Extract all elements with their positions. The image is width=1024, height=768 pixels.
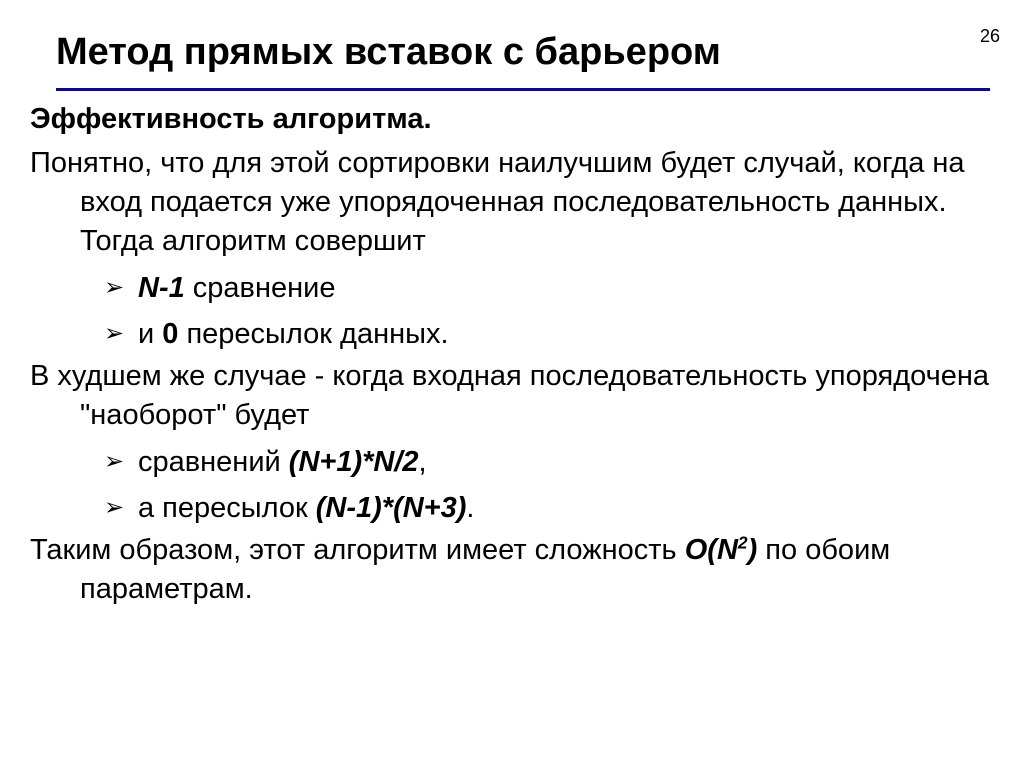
bullet-text: пересылок данных.	[178, 318, 449, 350]
bullet-comparisons-worst	[30, 443, 1002, 481]
formula-close: )	[747, 534, 758, 566]
conclusion-text-end: по обоим параметрам.	[80, 534, 891, 605]
bullet-text: а пересылок	[138, 492, 316, 524]
formula: N-1	[138, 272, 185, 304]
worst-case-paragraph: В худшем же случае - когда входная последовательность упорядочена "наоборот" будет	[30, 360, 990, 431]
formula: 0	[162, 318, 179, 350]
bullet-text: ,	[418, 446, 427, 478]
arrow-bullet-icon: ➢	[104, 494, 125, 521]
bullet-text: сравнений	[138, 446, 289, 478]
bullet-moves-worst	[30, 489, 1002, 527]
bullet-text: сравнение	[184, 272, 336, 304]
arrow-bullet-icon: ➢	[104, 320, 125, 347]
bullet-text: .	[466, 492, 475, 524]
bullet-moves-best	[30, 315, 1002, 353]
formula: (N-1)*(N+3)	[315, 492, 467, 524]
title-divider	[56, 88, 990, 91]
slide-title: Метод прямых вставок с барьером	[56, 31, 721, 73]
conclusion-paragraph	[30, 531, 1002, 609]
arrow-bullet-icon: ➢	[104, 448, 125, 475]
formula-exponent: 2	[737, 532, 748, 553]
best-case-paragraph: Понятно, что для этой сортировки наилучшим будет случай, когда на вход подается уже упорядоченная последовательность данных. Тогда алгоритм совершит	[30, 147, 965, 257]
formula: (N+1)*N/2	[288, 446, 419, 478]
arrow-bullet-icon: ➢	[104, 274, 125, 301]
complexity-formula	[685, 534, 758, 566]
section-heading: Эффективность алгоритма.	[30, 103, 432, 135]
bullet-comparisons-best	[30, 269, 1002, 307]
formula-base: O(N	[684, 534, 738, 566]
bullet-text: и	[138, 318, 163, 350]
slide-content	[30, 96, 1002, 609]
conclusion-text: Таким образом, этот алгоритм имеет сложность	[30, 534, 685, 566]
slide-number: 26	[979, 26, 1000, 46]
